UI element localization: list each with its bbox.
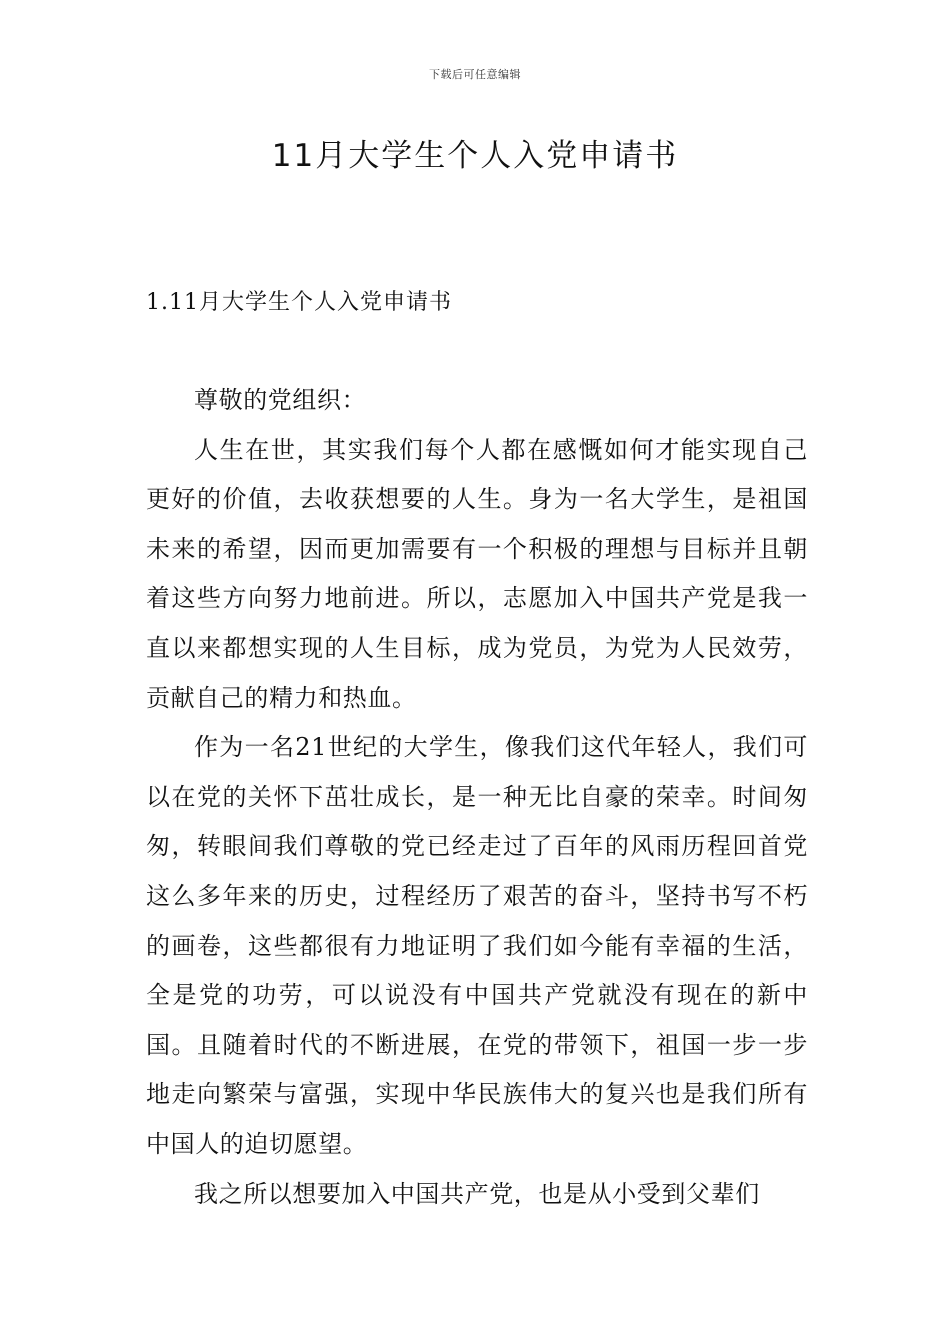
header-note: 下载后可任意编辑 (429, 68, 521, 81)
paragraph: 人生在世，其实我们每个人都在感慨如何才能实现自己更好的价值，去收获想要的人生。身为一名大学生，是祖国未来的希望，因而更加需要有一个积极的理想与目标并且朝着这些方向努力地前进。所以，志愿加入中国共产党是我一直以来都想实现的人生目标，成为党员，为党为人民效劳，贡献自己的精力和热血。 (146, 435, 808, 712)
page-title: 11月大学生个人入党申请书 (271, 138, 679, 174)
section-heading: 1.11月大学生个人入党申请书 (146, 290, 452, 315)
salutation: 尊敬的党组织： (194, 386, 367, 414)
paragraph: 我之所以想要加入中国共产党，也是从小受到父辈们 (194, 1179, 760, 1208)
document-body (146, 376, 808, 1219)
paragraph: 作为一名21世纪的大学生，像我们这代年轻人，我们可以在党的关怀下茁壮成长，是一种无比自豪的荣幸。时间匆匆，转眼间我们尊敬的党已经走过了百年的风雨历程回首党这么多年来的历史，过程经历了艰苦的奋斗，坚持书写不朽的画卷，这些都很有力地证明了我们如今能有幸福的生活，全是党的功劳，可以说没有中国共产党就没有现在的新中国。且随着时代的不断进展，在党的带领下，祖国一步一步地走向繁荣与富强，实现中华民族伟大的复兴也是我们所有中国人的迫切愿望。 (146, 733, 808, 1158)
